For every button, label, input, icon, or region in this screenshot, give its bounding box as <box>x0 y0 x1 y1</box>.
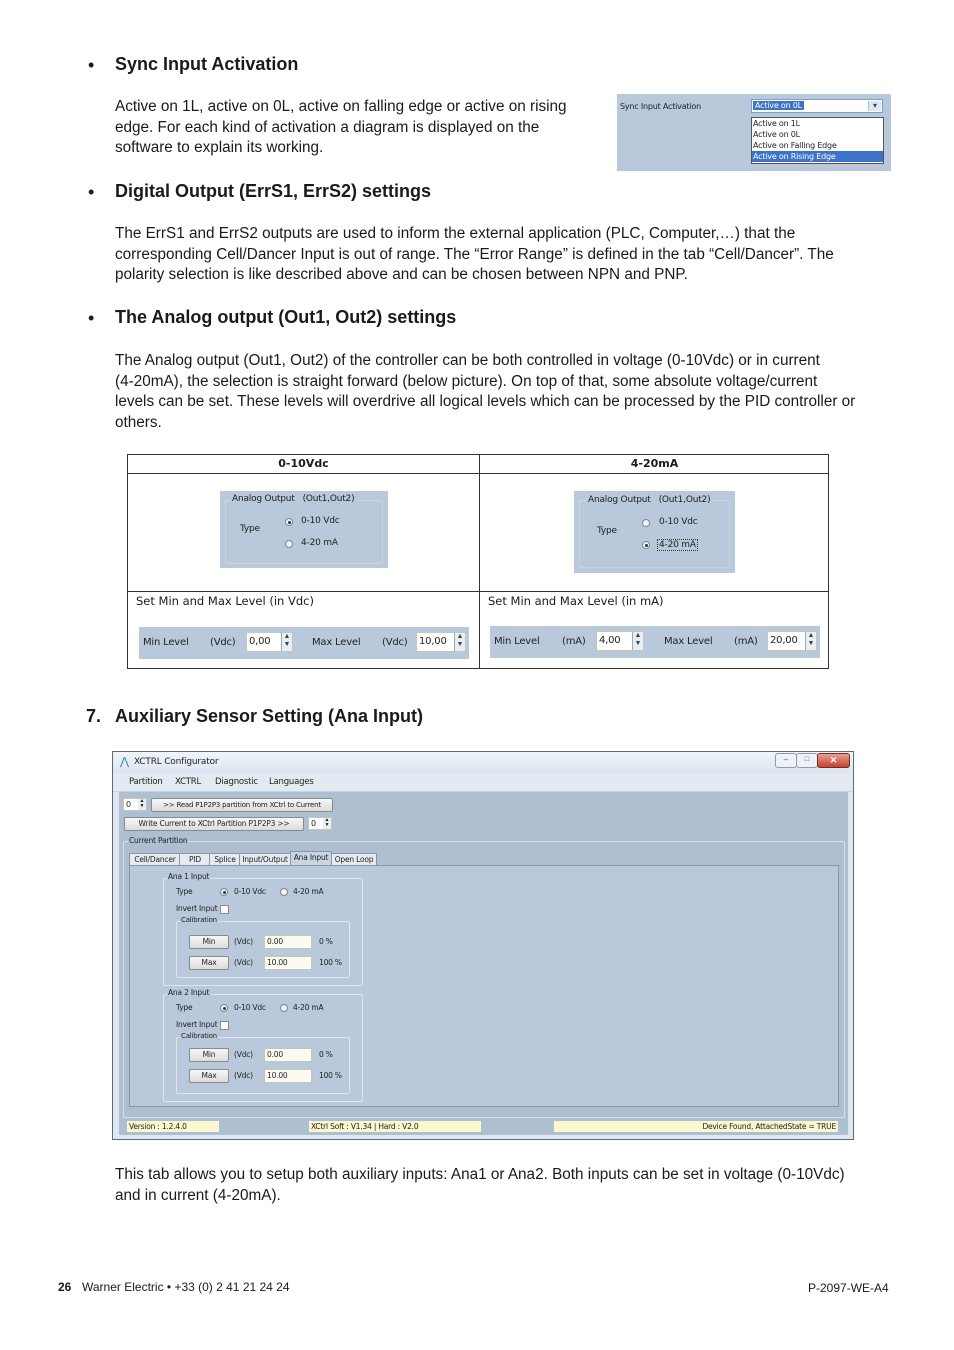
spinner-arrows-icon[interactable]: ▲ ▼ <box>324 817 330 828</box>
app-body <box>119 792 848 1135</box>
ana2-max-unit: (Vdc) <box>234 1071 253 1080</box>
ma-min-value: 4,00 <box>599 635 621 646</box>
max-unit-label: (mA) <box>734 636 758 647</box>
ana2-max-button[interactable]: Max <box>189 1069 229 1083</box>
ana1-min-field[interactable]: 0.00 <box>264 935 312 949</box>
tab-ana-input[interactable]: Ana Input <box>290 851 332 865</box>
spinner-arrows-icon[interactable]: ▲ ▼ <box>632 632 643 650</box>
ana1-max-button[interactable]: Max <box>189 956 229 970</box>
chevron-down-icon[interactable]: ▾ <box>868 101 881 111</box>
analog-output-ma-screenshot <box>574 491 735 573</box>
radio-4-20-ma[interactable] <box>642 541 650 549</box>
ana2-min-button[interactable]: Min <box>189 1048 229 1062</box>
analog-table <box>127 454 829 669</box>
footer-page-number: 26 <box>58 1280 72 1294</box>
ana2-title: Ana 2 Input <box>168 988 210 997</box>
vdc-level-strip <box>139 627 469 659</box>
sync-select[interactable] <box>751 99 883 113</box>
app-logo-icon: ⋀ <box>120 756 130 768</box>
sync-paragraph: Active on 1L, active on 0L, active on falling edge or active on rising edge. For each kind of activation a diagram is displayed on the software to explain its working. <box>115 98 567 157</box>
radio-label-vdc: 0-10 Vdc <box>659 517 698 527</box>
ma-max-spinbox[interactable] <box>767 631 817 651</box>
ana2-calibration-group <box>176 1037 350 1094</box>
vdc-max-spinbox[interactable] <box>416 632 466 652</box>
tab-pid[interactable]: PID <box>179 853 211 866</box>
read-partition-spinbox[interactable] <box>123 798 147 811</box>
menu-xctrl[interactable]: XCTRL <box>175 777 201 787</box>
table-divider-h1 <box>128 473 828 474</box>
ana2-invert-checkbox[interactable] <box>220 1021 229 1030</box>
ana1-opt-vdc: 0-10 Vdc <box>234 887 266 896</box>
ana1-max-unit: (Vdc) <box>234 958 253 967</box>
table-divider-vertical <box>479 455 480 668</box>
ana1-max-pct: 100 % <box>319 958 342 967</box>
spinner-arrows-icon[interactable]: ▲ ▼ <box>139 798 145 809</box>
sync-option[interactable]: Active on Falling Edge <box>753 141 837 150</box>
analog-paragraph: The Analog output (Out1, Out2) of the controller can be both controlled in voltage (0-10Vdc) or in current (4-20mA), the selection is straight forward (below picture). On top of that, some absolute voltage/current levels can be set. These levels will overdrive all logical levels which can be processed by the PID controller or others. <box>115 352 856 432</box>
ana1-opt-ma: 4-20 mA <box>293 887 324 896</box>
section-heading-analog: The Analog output (Out1, Out2) settings <box>115 307 457 327</box>
ana1-min-pct: 0 % <box>319 937 333 946</box>
vdc-min-spinbox[interactable] <box>246 632 293 652</box>
ma-max-value: 20,00 <box>770 635 798 646</box>
section-heading-sync: Sync Input Activation <box>115 54 299 74</box>
bullet: • <box>88 55 95 75</box>
ana1-title: Ana 1 Input <box>168 872 210 881</box>
tab-splice[interactable]: Splice <box>209 853 241 866</box>
footer-doc-code: P-2097-WE-A4 <box>808 1281 889 1295</box>
row-label-vdc: Set Min and Max Level (in Vdc) <box>136 594 314 608</box>
spinner-arrows-icon[interactable]: ▲ ▼ <box>281 633 292 651</box>
sync-options-list <box>751 117 884 164</box>
min-level-label: Min Level <box>143 637 189 648</box>
title-bar <box>113 752 853 773</box>
ana1-invert-checkbox[interactable] <box>220 905 229 914</box>
spinner-arrows-icon[interactable]: ▲ ▼ <box>454 633 465 651</box>
table-header-ma: 4-20mA <box>630 457 679 470</box>
group-title: Analog Output (Out1,Out2) <box>232 494 355 504</box>
row-label-ma: Set Min and Max Level (in mA) <box>488 594 664 608</box>
sync-dropdown-screenshot <box>617 94 891 171</box>
write-partition-button[interactable]: Write Current to XCtrl Partition P1P2P3 >> <box>124 817 304 831</box>
sync-input-label: Sync Input Activation <box>620 102 701 111</box>
bullet: • <box>88 182 95 202</box>
current-partition-label: Current Partition <box>129 836 188 845</box>
window-title: XCTRL Configurator <box>134 757 219 767</box>
ana1-max-field[interactable]: 10.00 <box>264 956 312 970</box>
menu-partition[interactable]: Partition <box>129 777 163 787</box>
radio-4-20-ma[interactable] <box>285 540 293 548</box>
ana2-opt-vdc: 0-10 Vdc <box>234 1003 266 1012</box>
close-button[interactable]: ✕ <box>817 753 850 768</box>
ma-level-strip <box>490 626 820 658</box>
ana1-min-unit: (Vdc) <box>234 937 253 946</box>
ana2-opt-ma: 4-20 mA <box>293 1003 324 1012</box>
digital-paragraph: The ErrS1 and ErrS2 outputs are used to inform the external application (PLC, Computer,…) that the corresponding Cell/Dancer Input is out of range. The “Error Range” is defined in the tab “Cell/Dancer”. The polarity selection is like described above and can be chosen between NPN and PNP. <box>115 225 834 284</box>
ana1-radio-vdc[interactable] <box>220 888 228 896</box>
ana1-calibration-label: Calibration <box>181 916 217 924</box>
type-label: Type <box>597 526 617 536</box>
table-divider-h2 <box>128 591 828 592</box>
ana2-min-unit: (Vdc) <box>234 1050 253 1059</box>
max-unit-label: (Vdc) <box>382 637 408 648</box>
write-partition-spinbox[interactable] <box>308 817 332 830</box>
type-label: Type <box>240 524 260 534</box>
status-device: Device Found, AttachedState = TRUE <box>554 1121 838 1132</box>
spinner-arrows-icon[interactable]: ▲ ▼ <box>805 632 816 650</box>
vdc-max-value: 10,00 <box>419 636 447 647</box>
maximize-button[interactable]: □ <box>796 753 818 768</box>
ana2-invert-label: Invert Input <box>176 1020 218 1029</box>
ana2-radio-vdc[interactable] <box>220 1004 228 1012</box>
spin-value: 0 <box>311 819 316 828</box>
ana2-radio-ma[interactable] <box>280 1004 288 1012</box>
tab-cell-dancer[interactable]: Cell/Dancer <box>129 853 181 866</box>
footer-company: Warner Electric • +33 (0) 2 41 21 24 24 <box>82 1280 290 1294</box>
radio-label-ma-focused: 4-20 mA <box>659 540 696 550</box>
minimize-button[interactable]: – <box>775 753 797 768</box>
tab-input-output[interactable]: Input/Output <box>239 853 291 866</box>
group-title: Analog Output (Out1,Out2) <box>588 495 711 505</box>
table-header-vdc: 0-10Vdc <box>278 457 329 470</box>
max-level-label: Max Level <box>664 636 713 647</box>
read-partition-button[interactable]: >> Read P1P2P3 partition from XCtrl to Current <box>151 798 333 812</box>
ana2-max-pct: 100 % <box>319 1071 342 1080</box>
min-unit-label: (mA) <box>562 636 586 647</box>
status-version: Version : 1.2.4.0 <box>127 1121 219 1132</box>
menu-bar <box>113 773 853 792</box>
radio-label-vdc: 0-10 Vdc <box>301 516 340 526</box>
section-heading-digital: Digital Output (ErrS1, ErrS2) settings <box>115 181 432 201</box>
ana1-type-label: Type <box>176 887 193 896</box>
radio-0-10-vdc[interactable] <box>285 518 293 526</box>
ana1-min-button[interactable]: Min <box>189 935 229 949</box>
analog-output-vdc-screenshot <box>220 491 388 568</box>
min-unit-label: (Vdc) <box>210 637 236 648</box>
section-number: 7. <box>86 706 102 726</box>
bullet: • <box>88 308 95 328</box>
ana2-min-field[interactable]: 0.00 <box>264 1048 312 1062</box>
sync-option-selected[interactable]: Active on Rising Edge <box>752 151 883 162</box>
status-soft: XCtrl Soft : V1.34 | Hard : V2.0 <box>309 1121 481 1132</box>
vdc-min-value: 0,00 <box>249 636 271 647</box>
ana2-max-field[interactable]: 10.00 <box>264 1069 312 1083</box>
min-level-label: Min Level <box>494 636 540 647</box>
tab-open-loop[interactable]: Open Loop <box>331 853 377 866</box>
menu-languages[interactable]: Languages <box>269 777 314 787</box>
ana1-radio-ma[interactable] <box>280 888 288 896</box>
ana2-calibration-label: Calibration <box>181 1032 217 1040</box>
app-window <box>112 751 854 1140</box>
max-level-label: Max Level <box>312 637 361 648</box>
sync-option[interactable]: Active on 1L <box>753 119 800 128</box>
sync-selected-value: Active on 0L <box>755 101 802 110</box>
ana1-invert-label: Invert Input <box>176 904 218 913</box>
spin-value: 0 <box>126 800 131 809</box>
section-heading-aux: Auxiliary Sensor Setting (Ana Input) <box>115 706 424 726</box>
ana2-min-pct: 0 % <box>319 1050 333 1059</box>
radio-label-ma: 4-20 mA <box>301 538 338 548</box>
sync-option[interactable]: Active on 0L <box>753 130 800 139</box>
ana2-type-label: Type <box>176 1003 193 1012</box>
aux-paragraph: This tab allows you to setup both auxiliary inputs: Ana1 or Ana2. Both inputs can be set in voltage (0-10Vdc) and in current (4-20mA). <box>115 1166 845 1204</box>
ma-min-spinbox[interactable] <box>596 631 644 651</box>
menu-diagnostic[interactable]: Diagnostic <box>215 777 258 787</box>
radio-0-10-vdc[interactable] <box>642 519 650 527</box>
